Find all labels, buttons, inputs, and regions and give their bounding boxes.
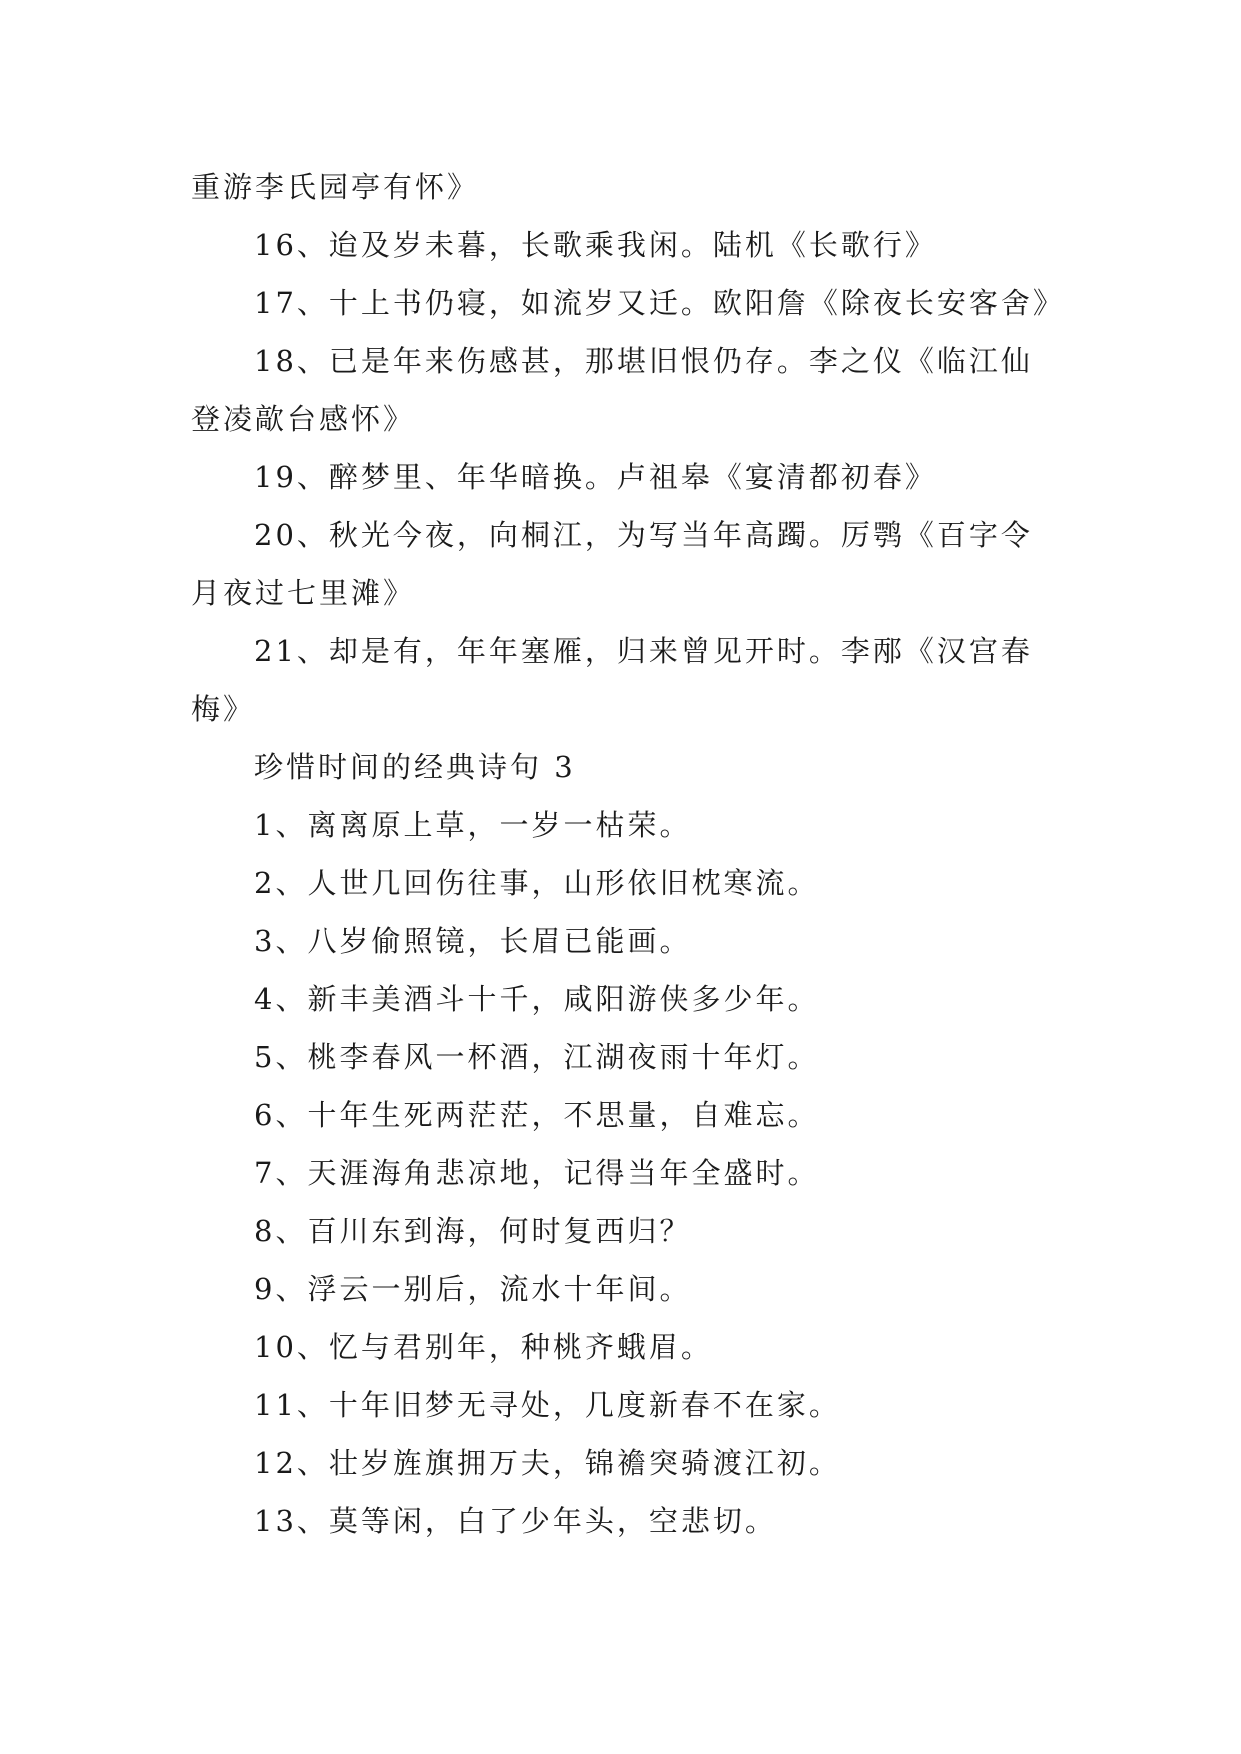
text-line: 21、却是有，年年塞雁，归来曾见开时。李邴《汉宫春	[254, 634, 1033, 668]
text-line: 11、十年旧梦无寻处，几度新春不在家。	[254, 1388, 841, 1422]
text-line: 18、已是年来伤感甚，那堪旧恨仍存。李之仪《临江仙	[254, 344, 1033, 378]
text-line: 9、浮云一别后，流水十年间。	[254, 1272, 692, 1306]
text-line: 7、天涯海角悲凉地，记得当年全盛时。	[254, 1156, 820, 1190]
text-line: 梅》	[191, 692, 256, 726]
text-line: 2、人世几回伤往事，山形依旧枕寒流。	[254, 866, 820, 900]
text-line: 6、十年生死两茫茫，不思量，自难忘。	[254, 1098, 820, 1132]
text-line: 3、八岁偷照镜，长眉已能画。	[254, 924, 692, 958]
text-line: 10、忆与君别年，种桃齐蛾眉。	[254, 1330, 713, 1364]
text-line: 16、迨及岁未暮，长歌乘我闲。陆机《长歌行》	[254, 228, 937, 262]
text-line: 12、壮岁旌旗拥万夫，锦襜突骑渡江初。	[254, 1446, 841, 1480]
text-line: 17、十上书仍寝，如流岁又迁。欧阳詹《除夜长安客舍》	[254, 286, 1065, 320]
text-line: 1、离离原上草，一岁一枯荣。	[254, 808, 692, 842]
document-body	[191, 158, 1065, 1550]
text-line: 20、秋光今夜，向桐江，为写当年高躅。厉鹗《百字令	[254, 518, 1033, 552]
text-line: 5、桃李春风一杯酒，江湖夜雨十年灯。	[254, 1040, 820, 1074]
text-line: 登凌歊台感怀》	[191, 402, 416, 436]
text-line: 19、醉梦里、年华暗换。卢祖皋《宴清都初春》	[254, 460, 937, 494]
section-heading: 珍惜时间的经典诗句 3	[254, 750, 576, 784]
text-line: 4、新丰美酒斗十千，咸阳游侠多少年。	[254, 982, 820, 1016]
text-line: 月夜过七里滩》	[191, 576, 416, 610]
text-line: 8、百川东到海，何时复西归？	[254, 1214, 692, 1248]
text-line: 13、莫等闲，白了少年头，空悲切。	[254, 1504, 777, 1538]
text-line: 重游李氏园亭有怀》	[191, 170, 480, 204]
